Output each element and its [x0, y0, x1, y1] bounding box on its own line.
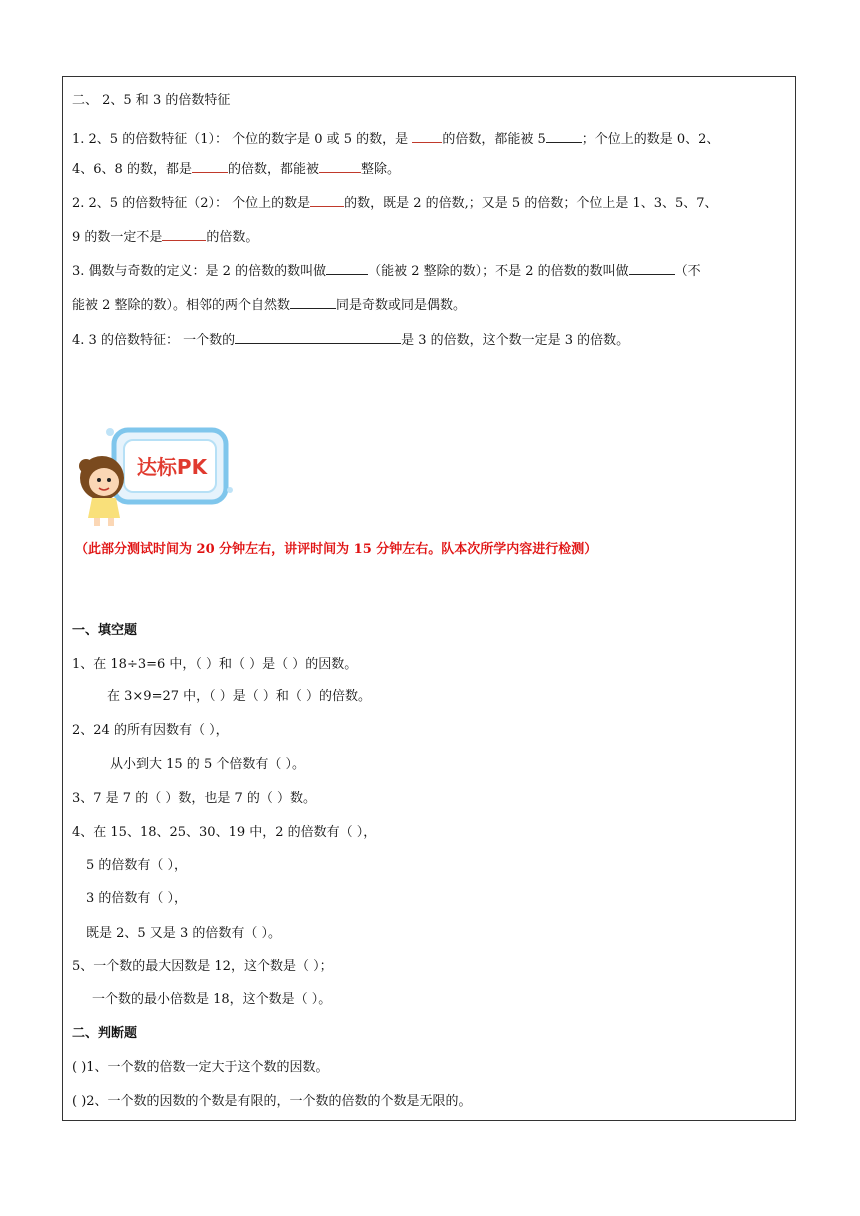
- text: （不: [674, 264, 701, 279]
- question-5a: 5、一个数的最大因数是 12，这个数是（ ）；: [72, 959, 333, 974]
- question-5b: 一个数的最小倍数是 18，这个数是（ ）。: [92, 992, 332, 1007]
- star-icon: [227, 487, 233, 493]
- blank[interactable]: [310, 192, 344, 207]
- item-1-line-1: [72, 128, 719, 149]
- text: 4、6、8 的数，都是: [72, 162, 192, 177]
- girl-bun: [79, 459, 93, 473]
- blank[interactable]: [412, 128, 442, 143]
- question-2a: 2、24 的所有因数有（ ），: [72, 723, 229, 738]
- text: 的数，既是 2 的倍数,；又是 5 的倍数；个位上是 1、3、5、7、: [344, 196, 718, 211]
- badge-text: 达标PK: [136, 455, 208, 479]
- text: 同是奇数或同是偶数。: [336, 298, 467, 313]
- text: 能被 2 整除的数）。相邻的两个自然数: [72, 298, 291, 313]
- item-3-line-1: [72, 260, 701, 281]
- girl-eye: [97, 478, 101, 482]
- question-4a: 4、在 15、18、25、30、19 中，2 的倍数有（ ），: [72, 825, 377, 840]
- text: （能被 2 整除的数）；不是 2 的倍数的数叫做: [368, 264, 629, 279]
- text: 的倍数，都能被 5: [442, 132, 546, 147]
- judge-heading: 二、判断题: [72, 1026, 138, 1041]
- item-1-line-2: [72, 158, 400, 179]
- text: 3. 偶数与奇数的定义：是 2 的倍数的数叫做: [72, 264, 327, 279]
- text: 4. 3 的倍数特征： 一个数的: [72, 333, 236, 348]
- judge-1: ( )1、一个数的倍数一定大于这个数的因数。: [72, 1060, 329, 1075]
- text: 9 的数一定不是: [72, 230, 163, 245]
- question-4d: 既是 2、5 又是 3 的倍数有（ ）。: [86, 926, 281, 941]
- question-4b: 5 的倍数有（ ），: [86, 858, 188, 873]
- badge-illustration: [74, 420, 234, 528]
- girl-eye: [107, 478, 111, 482]
- question-4c: 3 的倍数有（ ），: [86, 891, 188, 906]
- text: 的倍数，都能被: [227, 162, 319, 177]
- question-3: 3、7 是 7 的（ ）数，也是 7 的（ ）数。: [72, 791, 317, 806]
- blank[interactable]: [235, 329, 401, 344]
- item-2-line-2: [72, 226, 258, 247]
- blank[interactable]: [546, 128, 582, 143]
- star-icon: [106, 428, 114, 436]
- question-2b: 从小到大 15 的 5 个倍数有（ ）。: [110, 757, 305, 772]
- question-1b: 在 3×9=27 中，（ ）是（ ）和（ ）的倍数。: [107, 689, 372, 704]
- item-4: [72, 329, 629, 350]
- girl-leg: [94, 518, 100, 526]
- girl-leg: [108, 518, 114, 526]
- question-1a: 1、在 18÷3=6 中，（ ）和（ ）是（ ）的因数。: [72, 657, 358, 672]
- text: 的倍数。: [206, 230, 259, 245]
- text: ；个位上的数是 0、2、: [581, 132, 720, 147]
- blank[interactable]: [290, 294, 336, 309]
- text: 1. 2、5 的倍数特征（1）： 个位的数字是 0 或 5 的数，是: [72, 132, 413, 147]
- blank[interactable]: [162, 226, 206, 241]
- fill-heading: 一、填空题: [72, 623, 138, 638]
- girl-dress: [88, 498, 120, 518]
- blank[interactable]: [326, 260, 368, 275]
- judge-2: ( )2、一个数的因数的个数是有限的，一个数的倍数的个数是无限的。: [72, 1094, 472, 1109]
- notice: （此部分测试时间为 20 分钟左右，讲评时间为 15 分钟左右。队本次所学内容进行检测）: [75, 542, 598, 557]
- item-3-line-2: [72, 294, 466, 315]
- girl-face: [89, 468, 119, 496]
- blank[interactable]: [319, 158, 361, 173]
- item-2-line-1: [72, 192, 718, 213]
- blank[interactable]: [192, 158, 228, 173]
- text: 整除。: [360, 162, 400, 177]
- text: 是 3 的倍数，这个数一定是 3 的倍数。: [401, 333, 630, 348]
- section-heading: 二、 2、5 和 3 的倍数特征: [72, 93, 231, 108]
- blank[interactable]: [629, 260, 675, 275]
- text: 2. 2、5 的倍数特征（2）： 个位上的数是: [72, 196, 311, 211]
